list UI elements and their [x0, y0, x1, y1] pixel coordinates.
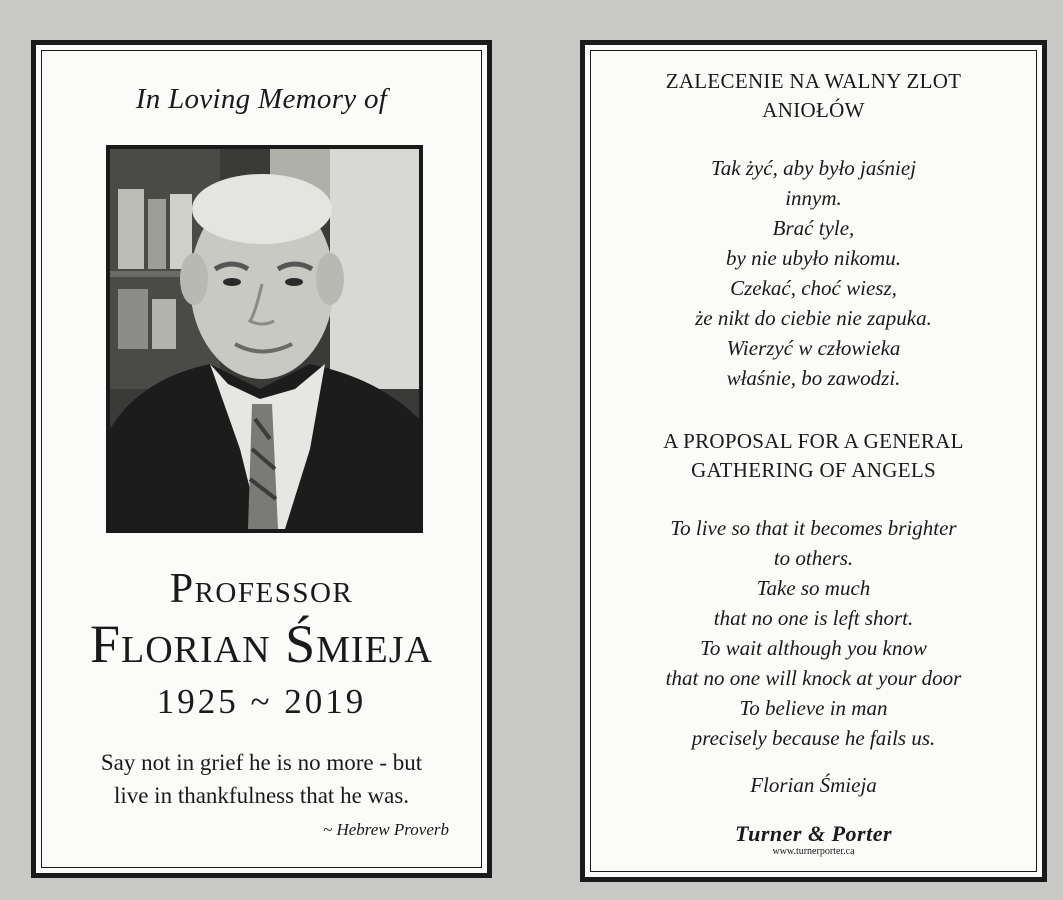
poem-line: innym.	[785, 186, 842, 210]
english-heading	[585, 427, 1042, 485]
quote-attribution: ~ Hebrew Proverb	[323, 820, 449, 839]
poem-line: Wierzyć w człowieka	[726, 336, 901, 360]
memorial-card-front	[31, 40, 492, 878]
author-signature: Florian Śmieja	[750, 773, 877, 797]
poem-line: Czekać, choć wiesz,	[730, 276, 897, 300]
logo-url: www.turnerporter.ca	[772, 846, 855, 857]
polish-poem	[585, 153, 1042, 393]
poem-line: Brać tyle,	[772, 216, 855, 240]
poem-line: że nikt do ciebie nie zapuka.	[695, 306, 932, 330]
quote-line: Say not in grief he is no more - but	[100, 750, 423, 775]
poem-line: that no one will knock at your door	[665, 666, 962, 690]
life-dates: 1925 ~ 2019	[156, 682, 367, 721]
english-poem	[585, 513, 1042, 753]
poem-line: by nie ubyło nikomu.	[726, 246, 901, 270]
poem-line: To wait although you know	[700, 636, 927, 660]
poem-line: precisely because he fails us.	[691, 726, 936, 750]
heading-line: A PROPOSAL FOR A GENERAL	[663, 429, 964, 453]
poem-line: To believe in man	[739, 696, 888, 720]
portrait-photo	[106, 145, 423, 533]
poem-line: Tak żyć, aby było jaśniej	[710, 156, 917, 180]
portrait-icon	[110, 149, 419, 529]
poem-line: that no one is left short.	[713, 606, 914, 630]
poem-line: Take so much	[756, 576, 871, 600]
memory-heading: In Loving Memory of	[135, 83, 388, 115]
logo-text: Turner & Porter	[734, 821, 893, 846]
deceased-title: Professor	[169, 566, 354, 612]
heading-line: ANIOŁÓW	[762, 98, 865, 122]
poem-line: właśnie, bo zawodzi.	[726, 366, 901, 390]
heading-line: ZALECENIE NA WALNY ZLOT	[665, 69, 962, 93]
poem-line: to others.	[773, 546, 854, 570]
polish-heading	[585, 67, 1042, 125]
quote-line: live in thankfulness that he was.	[113, 783, 410, 808]
heading-line: GATHERING OF ANGELS	[691, 458, 936, 482]
memorial-card-back	[580, 40, 1047, 882]
poem-line: To live so that it becomes brighter	[670, 516, 957, 540]
deceased-name: Florian Śmieja	[90, 614, 433, 674]
funeral-home-logo	[585, 823, 1042, 857]
